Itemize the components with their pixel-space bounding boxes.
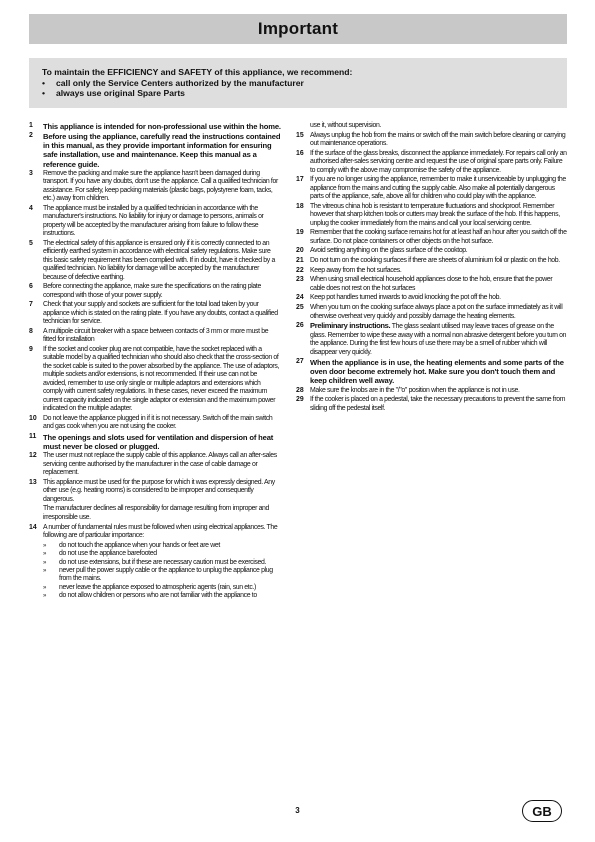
item-number: 2	[29, 132, 33, 140]
list-item	[29, 433, 281, 451]
item-extra-text: The manufacturer declines all responsibility for damage resulting from improper and irresponsible use.	[43, 505, 270, 521]
item-text: Keep pot handles turned inwards to avoid knocking the pot off the hob.	[310, 294, 501, 302]
list-item	[29, 346, 281, 414]
item-number: 13	[29, 478, 37, 486]
item-number: 7	[29, 301, 33, 309]
item-text: The openings and slots used for ventilation and dispersion of heat must never be closed or plugged.	[43, 432, 274, 452]
item-number: 15	[296, 131, 304, 139]
list-item	[29, 132, 281, 168]
item-number: 1	[29, 122, 33, 129]
left-column	[29, 122, 281, 601]
list-item	[29, 283, 281, 300]
list-item	[29, 301, 281, 326]
recommendation-bullet: • call only the Service Centers authorized by the manufacturer	[42, 77, 304, 88]
bullet-marker: »	[43, 559, 46, 566]
item-number: 10	[29, 414, 37, 422]
item-text: If the socket and cooker plug are not compatible, have the socket replaced with a suitable model by a qualified technician who should also check that the cross-section of the socket cable is suited to the power absorbed by the appliance. The use of adaptors, multiple sockets and/or extensions, is not recommended. If their use can not be avoided, remember to use only single or multiple adaptors and extensions which comply with current safety regulations. In these cases, never exceed the maximum current capacity indicated on the single adaptor or extension and the maximum power indicated on the multiple adapter.	[43, 346, 280, 413]
list-item	[296, 322, 568, 357]
item-text: Before using the appliance, carefully read the instructions contained in this manual, as they provide important information for ensuring safe installation, use and maintenance. Keep this manual as a reference guide.	[43, 132, 281, 169]
item-number: 9	[29, 346, 33, 354]
list-item	[296, 267, 568, 275]
list-item	[296, 387, 568, 395]
list-item	[29, 452, 281, 477]
list-item	[296, 247, 568, 255]
list-item	[296, 257, 568, 265]
item-text: The user must not replace the supply cable of this appliance. Always call an after-sales servicing centre authorised by the manufacturer in the case of cable damage or replacement.	[43, 452, 277, 477]
item-text: The vitreous china hob is resistant to temperature fluctuations and shockproof. Remember however that sharp kitchen tools or cutters may break the surface of the hob. If this happens, unplug the cooker immediately from the mains and call your local servicing centre.	[310, 202, 560, 227]
sub-item: » do not allow children or persons who are not familiar with the appliance to	[43, 592, 257, 600]
sub-item: » do not touch the appliance when your hands or feet are wet	[43, 541, 220, 549]
recommendation-bullet: • always use original Spare Parts	[42, 88, 185, 98]
bullet-marker: »	[43, 593, 46, 600]
list-item	[296, 358, 568, 385]
list-item	[29, 328, 281, 345]
item-text: The appliance must be installed by a qualified technician in accordance with the manufacturer's instructions. No liability for injury or damage to persons, animals or property will be accepted by the manufacturer arising from failure to follow these instructions.	[43, 204, 264, 238]
item-number: 29	[296, 396, 304, 404]
list-item	[296, 229, 568, 246]
item-text: Remove the packing and make sure the appliance hasn't been damaged during transport. If you have any doubts, don't use the appliance. Call a qualified technician for assistance. For safety, keep packing materials (plastic bags, polystyrene foam, tacks, etc.) away from children.	[43, 169, 278, 203]
recommendation-box	[29, 58, 567, 108]
item-number: 3	[29, 169, 33, 177]
item-number: 21	[296, 257, 304, 265]
item-number: 24	[296, 294, 304, 302]
item-number: 25	[296, 304, 304, 312]
right-column	[296, 122, 568, 414]
list-item	[29, 479, 281, 504]
item-text: When using small electrical household appliances close to the hob, ensure that the power cable does not rest on the hot surfaces	[310, 276, 553, 292]
item-number: 18	[296, 202, 304, 210]
list-item	[296, 304, 568, 321]
list-item	[296, 203, 568, 228]
item-text: Always unplug the hob from the mains or switch off the main switch before cleaning or carrying out maintenance operations.	[310, 131, 566, 148]
item-text: This appliance must be used for the purpose for which it was expressly designed. Any other use (e.g. heating rooms) is considered to be improper and consequently dangerous.	[43, 478, 275, 503]
item-text: Keep away from the hot surfaces.	[310, 266, 402, 274]
bullet-marker: »	[43, 567, 46, 574]
item-number: 8	[29, 327, 33, 335]
sub-item: » never pull the power supply cable or the appliance to unplug the appliance plug from the mains.	[43, 566, 273, 583]
item-number: 22	[296, 266, 304, 274]
item-text: Check that your supply and sockets are sufficient for the total load taken by your appliance which is stated on the rating plate. If you have any doubts, contact a qualified technician for service.	[43, 301, 278, 326]
list-item	[29, 170, 281, 204]
page-title: Important	[257, 19, 339, 38]
item-text: The electrical safety of this appliance is ensured only if it is correctly connected to an efficiently earthed system in accordance with electrical safety regulations. Make sure this basic safety requirement has been complied with. If in doubt, have it checked by a qualified technician. No liability for damage will be accepted by the manufacturer because of defective earthing.	[43, 239, 275, 281]
item-text: This appliance is intended for non-professional use within the home.	[43, 122, 281, 131]
list-item	[29, 205, 281, 239]
sub-item: » never leave the appliance exposed to atmospheric agents (rain, sun etc.)	[43, 583, 256, 591]
bullet-marker: »	[43, 542, 46, 549]
item-text: When the appliance is in use, the heating elements and some parts of the oven door become extremely hot. Make sure you don't touch them and keep children well away.	[310, 358, 564, 386]
item-text: Remember that the cooking surface remains hot for at least half an hour after you switch off the surface. Do not place containers or other objects on the hot surface.	[310, 229, 567, 245]
item-text: Before connecting the appliance, make sure the specifications on the rating plate correspond with those of your power supply.	[43, 283, 261, 299]
item-number: 26	[296, 322, 304, 330]
item-text: Do not turn on the cooking surfaces if there are sheets of aluminium foil or plastic on the hob.	[310, 257, 560, 265]
item-text: If you are no longer using the appliance, remember to make it unserviceable by unplugging the appliance from the mains and cutting the supply cable. Also make all potentially dangerous parts of the appliance, safe, above all for children who could play with the appliance.	[310, 176, 566, 201]
item-text: The glass sealant utilised may leave traces of grease on the glass. Remember to wipe these away with a normal non abrasive detergent before you turn on the appliance. During the first few hours of use there may be a smell of rubber which will disappear very quickly.	[310, 323, 567, 356]
item-text: When you turn on the cooking surface always place a pot on the surface immediately as it will otherwise overheat very quickly and possibly damage the heating elements.	[310, 304, 563, 320]
sub-item: » do not use the appliance barefooted	[43, 550, 157, 558]
list-item	[29, 524, 281, 541]
list-item	[296, 396, 568, 413]
item-text: Do not leave the appliance plugged in if it is not necessary. Switch off the main switch and gas cook when you are not using the cooker.	[43, 414, 273, 431]
list-item	[296, 176, 568, 201]
item-number: 28	[296, 386, 304, 394]
list-item	[296, 276, 568, 293]
language-badge: GB	[522, 800, 562, 822]
continued-text: use it, without supervision.	[310, 122, 382, 129]
item-number: 5	[29, 239, 33, 247]
recommendation-intro: To maintain the EFFICIENCY and SAFETY of this appliance, we recommend:	[42, 67, 353, 77]
item-number: 12	[29, 452, 37, 460]
list-item	[296, 150, 568, 175]
item-lead: Preliminary instructions.	[310, 321, 391, 331]
item-text: If the cooker is placed on a pedestal, take the necessary precautions to prevent the same from sliding off the pedestal itself.	[310, 396, 566, 412]
item-number: 6	[29, 283, 33, 291]
bullet-marker: »	[43, 551, 46, 558]
list-item	[296, 132, 568, 149]
sub-item: » do not use extensions, but if these are necessary caution must be exercised.	[43, 558, 267, 566]
item-number: 11	[29, 432, 37, 440]
page-number: 3	[295, 806, 300, 815]
list-item	[29, 415, 281, 432]
item-number: 19	[296, 229, 304, 237]
item-number: 20	[296, 247, 304, 255]
item-number: 23	[296, 276, 304, 284]
item-text: If the surface of the glass breaks, disconnect the appliance immediately. For repairs call only an authorised after-sales servicing centre and request the use of original spare parts only. Failure to comply with the above may compromise the safety of the appliance.	[310, 149, 567, 174]
list-item	[29, 240, 281, 282]
list-item	[296, 294, 568, 302]
bullet-marker: »	[43, 584, 46, 591]
item-text: A number of fundamental rules must be followed when using electrical appliances. The following are of particular importance:	[43, 523, 278, 539]
item-number: 4	[29, 204, 33, 212]
item-number: 27	[296, 358, 304, 366]
item-text: A multipole circuit breaker with a space between contacts of 3 mm or more must be fitted for installation	[43, 327, 269, 344]
item-number: 17	[296, 176, 304, 184]
item-text: Avoid setting anything on the glass surface of the cooktop.	[310, 247, 468, 255]
item-text: Make sure the knobs are in the "/"o" position when the appliance is not in use.	[310, 386, 520, 394]
title-bar	[29, 14, 567, 44]
item-number: 16	[296, 149, 304, 157]
item-number: 14	[29, 523, 37, 531]
list-item	[29, 122, 281, 131]
